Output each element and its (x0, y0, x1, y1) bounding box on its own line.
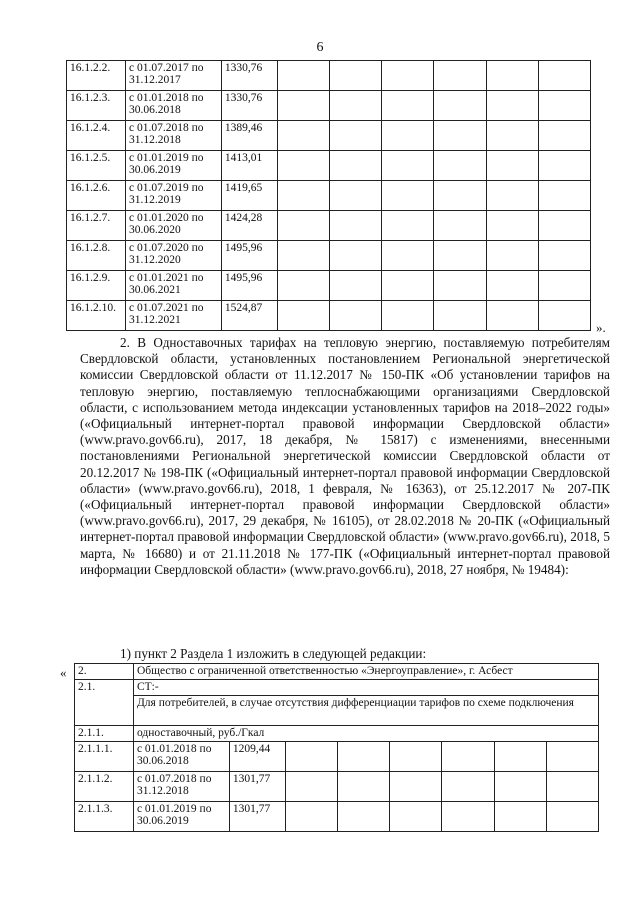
empty-cell (330, 301, 382, 331)
value-cell: 1209,44 (229, 742, 285, 772)
row-number: 16.1.2.2. (67, 61, 126, 91)
empty-cell (434, 61, 486, 91)
empty-cell (382, 61, 434, 91)
empty-cell (546, 772, 598, 802)
value-cell: 1330,76 (221, 91, 277, 121)
empty-cell (486, 61, 538, 91)
period-cell: с 01.07.2017 по 31.12.2017 (125, 61, 221, 91)
empty-cell (277, 91, 329, 121)
empty-cell (434, 151, 486, 181)
empty-cell (494, 742, 546, 772)
row-number: 16.1.2.7. (67, 211, 126, 241)
table-row (67, 241, 591, 271)
table-row (75, 802, 599, 832)
empty-cell (442, 802, 494, 832)
table-row (67, 271, 591, 301)
empty-cell (382, 151, 434, 181)
empty-cell (538, 181, 590, 211)
row-number: 16.1.2.10. (67, 301, 126, 331)
empty-cell (338, 742, 390, 772)
empty-cell (330, 91, 382, 121)
row-number: 2.1.1.3. (75, 802, 134, 832)
period-cell: с 01.07.2019 по 31.12.2019 (125, 181, 221, 211)
period-cell: с 01.01.2019 по 30.06.2019 (125, 151, 221, 181)
table-row (67, 301, 591, 331)
empty-cell (538, 61, 590, 91)
empty-cell (434, 271, 486, 301)
empty-cell (434, 301, 486, 331)
table-row (67, 211, 591, 241)
empty-cell (486, 151, 538, 181)
empty-cell (538, 301, 590, 331)
empty-cell (277, 151, 329, 181)
table-row (75, 680, 599, 696)
empty-cell (494, 772, 546, 802)
empty-cell (285, 772, 337, 802)
row-number: 2.1.1. (75, 726, 134, 742)
table-row (67, 61, 591, 91)
row-number: 2.1.1.1. (75, 742, 134, 772)
period-cell: с 01.01.2020 по 30.06.2020 (125, 211, 221, 241)
row-number: 16.1.2.4. (67, 121, 126, 151)
period-cell: с 01.07.2018 по 31.12.2018 (133, 772, 229, 802)
empty-cell (494, 802, 546, 832)
empty-cell (538, 271, 590, 301)
empty-cell (486, 301, 538, 331)
empty-cell (277, 241, 329, 271)
empty-cell (382, 181, 434, 211)
empty-cell (330, 241, 382, 271)
period-cell: с 01.01.2021 по 30.06.2021 (125, 271, 221, 301)
value-cell: 1301,77 (229, 802, 285, 832)
opening-mark: « (60, 665, 67, 680)
period-cell: с 01.01.2018 по 30.06.2018 (125, 91, 221, 121)
empty-cell (330, 151, 382, 181)
empty-cell (330, 121, 382, 151)
empty-cell (382, 301, 434, 331)
tariff-type: одноставочный, руб./Гкал (133, 726, 598, 742)
empty-cell (285, 802, 337, 832)
empty-cell (277, 181, 329, 211)
empty-cell (434, 241, 486, 271)
system-label: СТ:- (133, 680, 598, 696)
empty-cell (382, 211, 434, 241)
amendment-paragraph: 2. В Одноставочных тарифах на тепловую энергию, поставляемую потребителям Свердловской области, установленных постановлением Региональной энергетической комиссии Свердловской области от 11.12.2017 № 150-ПК «Об установлении тарифов на тепловую энергию, поставляемую теплоснабжающими организациями Свердловской области, с использованием метода индексации установленных тарифов на 2018–2022 годы» («Официальный интернет-портал правовой информации Свердловской области» (www.pravo.gov66.ru), 2017, 18 декабря, № 15817) с изменениями, внесенными постановлениями Региональной энергетической комиссии Свердловской области от 20.12.2017 № 198-ПК («Официальный интернет-портал правовой информации Свердловской области» (www.pravo.gov66.ru), 2018, 1 февраля, № 16363), от 25.12.2017 № 207-ПК («Официальный интернет-портал правовой информации Свердловской области» (www.pravo.gov66.ru), 2017, 29 декабря, № 16105), от 28.02.2018 № 20-ПК («Официальный интернет-портал правовой информации Свердловской области» (www.pravo.gov66.ru), 2018, 5 марта, № 16680) и от 21.11.2018 № 177-ПК («Официальный интернет-портал правовой информации Свердловской области» (www.pravo.gov66.ru), 2018, 27 ноября, № 19484): (80, 335, 610, 577)
value-cell: 1424,28 (221, 211, 277, 241)
row-number: 2.1.1.2. (75, 772, 134, 802)
table-row (75, 664, 599, 680)
empty-cell (434, 211, 486, 241)
row-number: 16.1.2.6. (67, 181, 126, 211)
empty-cell (382, 91, 434, 121)
empty-cell (486, 91, 538, 121)
empty-cell (330, 211, 382, 241)
table-row (67, 91, 591, 121)
empty-cell (434, 121, 486, 151)
consumer-group: Для потребителей, в случае отсутствия дифференциации тарифов по схеме подключения (133, 696, 598, 726)
empty-cell (277, 271, 329, 301)
table-row (67, 151, 591, 181)
value-cell: 1301,77 (229, 772, 285, 802)
row-number: 16.1.2.5. (67, 151, 126, 181)
empty-cell (330, 181, 382, 211)
empty-cell (538, 121, 590, 151)
period-cell: с 01.07.2020 по 31.12.2020 (125, 241, 221, 271)
empty-cell (338, 802, 390, 832)
empty-cell (442, 742, 494, 772)
empty-cell (382, 241, 434, 271)
empty-cell (546, 742, 598, 772)
empty-cell (486, 181, 538, 211)
value-cell: 1495,96 (221, 241, 277, 271)
tariff-table-new (74, 663, 599, 832)
table-row (75, 726, 599, 742)
empty-cell (338, 772, 390, 802)
empty-cell (442, 772, 494, 802)
empty-cell (277, 61, 329, 91)
period-cell: с 01.07.2018 по 31.12.2018 (125, 121, 221, 151)
table-row (75, 742, 599, 772)
table-row (75, 696, 599, 726)
empty-cell (538, 91, 590, 121)
value-cell: 1495,96 (221, 271, 277, 301)
empty-cell (434, 181, 486, 211)
empty-cell (546, 802, 598, 832)
empty-cell (434, 91, 486, 121)
tariff-table-continued (66, 60, 591, 331)
subpoint-text: 1) пункт 2 Раздела 1 изложить в следующей редакции: (120, 646, 427, 661)
page-number: 6 (316, 40, 324, 55)
empty-cell (390, 742, 442, 772)
empty-cell (330, 271, 382, 301)
value-cell: 1413,01 (221, 151, 277, 181)
table-row (67, 121, 591, 151)
empty-cell (277, 211, 329, 241)
period-cell: с 01.07.2021 по 31.12.2021 (125, 301, 221, 331)
empty-cell (486, 211, 538, 241)
empty-cell (285, 742, 337, 772)
organization-name: Общество с ограниченной ответственностью «Энергоуправление», г. Асбест (133, 664, 598, 680)
period-cell: с 01.01.2018 по 30.06.2018 (133, 742, 229, 772)
empty-cell (538, 211, 590, 241)
row-number: 16.1.2.8. (67, 241, 126, 271)
row-number: 2.1. (75, 680, 134, 726)
value-cell: 1330,76 (221, 61, 277, 91)
empty-cell (382, 271, 434, 301)
empty-cell (486, 241, 538, 271)
empty-cell (538, 241, 590, 271)
value-cell: 1419,65 (221, 181, 277, 211)
empty-cell (390, 772, 442, 802)
empty-cell (390, 802, 442, 832)
value-cell: 1389,46 (221, 121, 277, 151)
row-number: 16.1.2.9. (67, 271, 126, 301)
empty-cell (538, 151, 590, 181)
value-cell: 1524,87 (221, 301, 277, 331)
empty-cell (382, 121, 434, 151)
period-cell: с 01.01.2019 по 30.06.2019 (133, 802, 229, 832)
empty-cell (277, 301, 329, 331)
closing-mark: ». (596, 320, 606, 335)
row-number: 16.1.2.3. (67, 91, 126, 121)
table-row (75, 772, 599, 802)
empty-cell (330, 61, 382, 91)
empty-cell (277, 121, 329, 151)
table-row (67, 181, 591, 211)
row-number: 2. (75, 664, 134, 680)
empty-cell (486, 121, 538, 151)
empty-cell (486, 271, 538, 301)
